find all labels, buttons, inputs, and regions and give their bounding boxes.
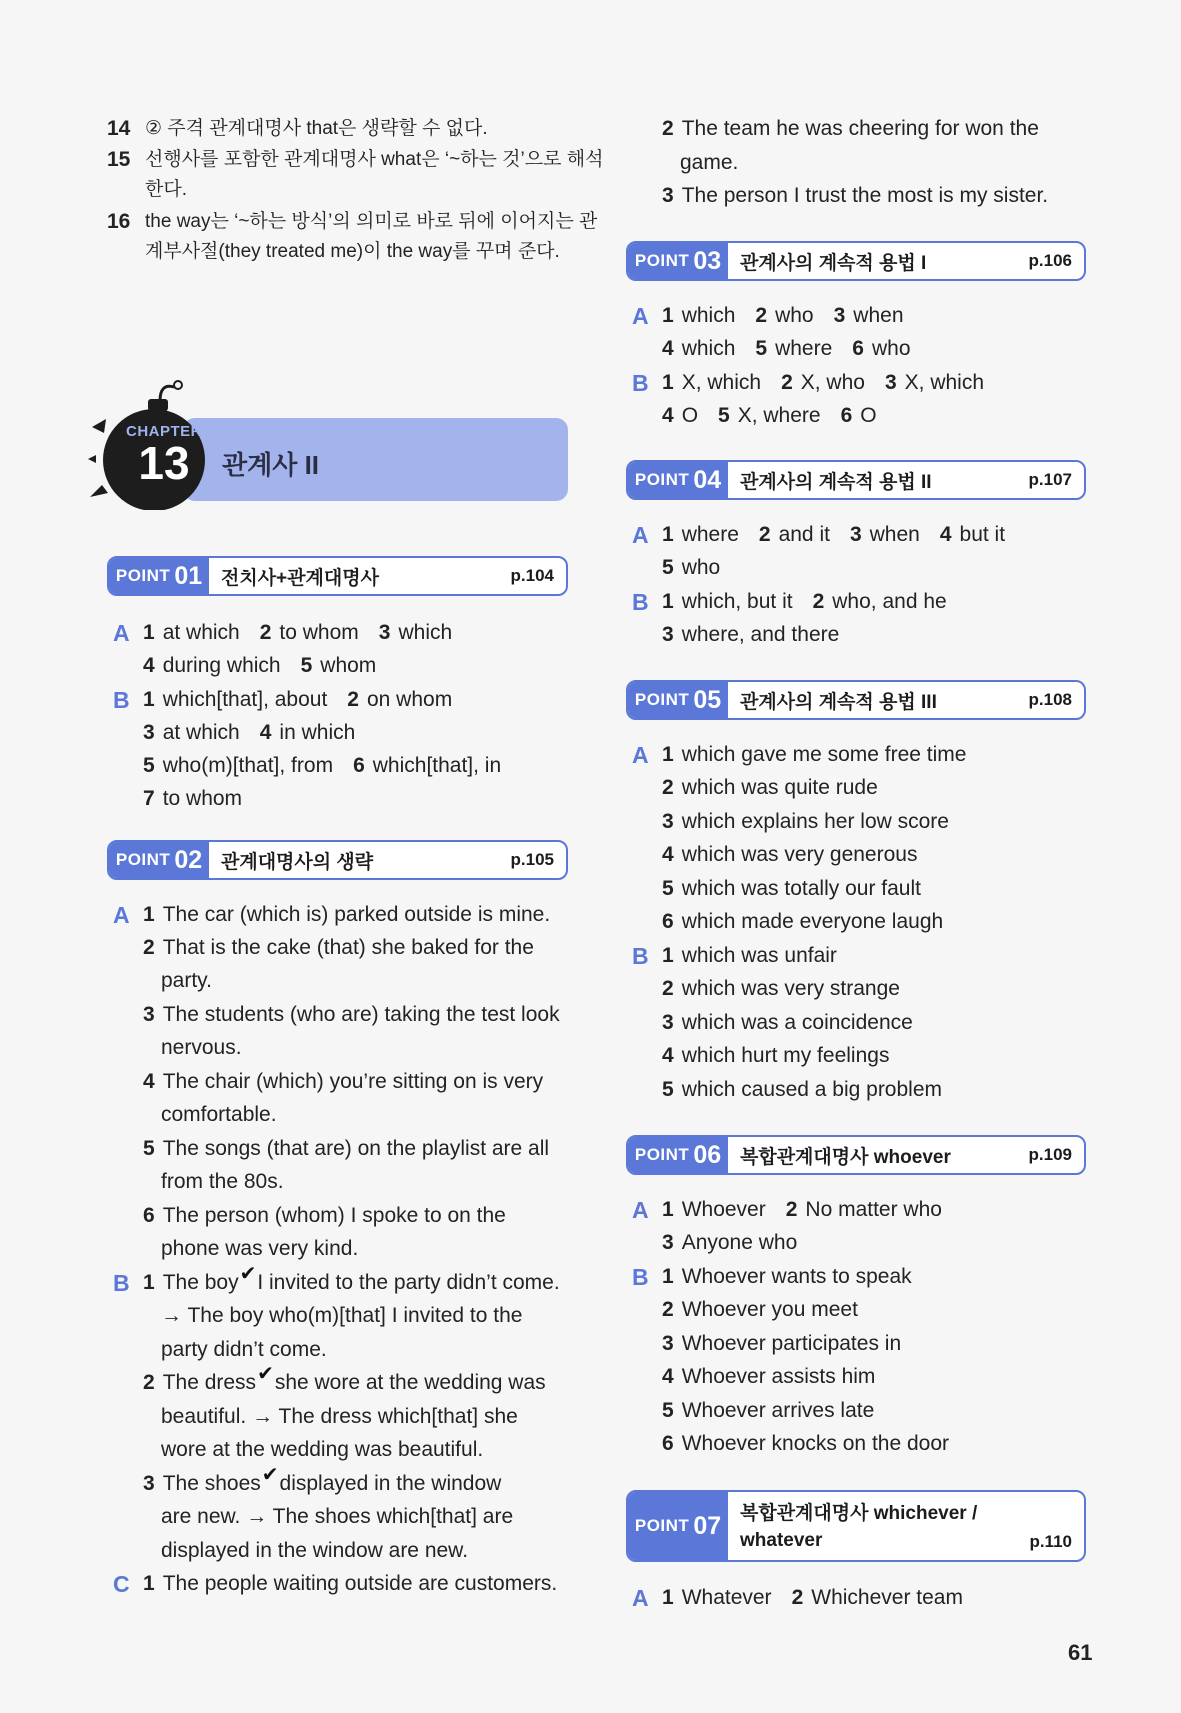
chapter-banner bbox=[88, 375, 568, 510]
note-16-cont: 계부사절(they treated me)이 the way를 꾸며 준다. bbox=[145, 241, 560, 262]
answer-line: 5 The songs (that are) on the playlist are all bbox=[143, 1137, 550, 1160]
answer-line: 2 which was quite rude bbox=[662, 776, 878, 799]
answer-line: 1 The people waiting outside are customers. bbox=[143, 1572, 558, 1595]
answer-line-cont: wore at the wedding was beautiful. bbox=[161, 1438, 484, 1461]
answer-line: 4 which was very generous bbox=[662, 843, 918, 866]
answer-line: 3 The person I trust the most is my sister. bbox=[662, 184, 1049, 207]
point-02-title: 관계대명사의 생략 bbox=[221, 851, 374, 873]
answer-line: 1 which was unfair bbox=[662, 944, 837, 967]
point-05-title: 관계사의 계속적 용법 III bbox=[740, 691, 937, 713]
answer-line: 3 Whoever participates in bbox=[662, 1332, 902, 1355]
check-mark-icon: ✔ bbox=[239, 1263, 257, 1285]
answer-line: 4 which 5 where 6 who bbox=[662, 337, 911, 360]
answer-line-cont: phone was very kind. bbox=[161, 1237, 359, 1260]
answer-line: 1 Whoever wants to speak bbox=[662, 1265, 912, 1288]
answer-line: 3 Anyone who bbox=[662, 1231, 798, 1254]
section-letter: A bbox=[113, 620, 130, 646]
section-letter: A bbox=[632, 1197, 649, 1223]
answer-line: 1 The boy✔I invited to the party didn’t come. bbox=[143, 1263, 560, 1294]
point-07-tag: POINT 07 bbox=[628, 1492, 728, 1560]
answer-line: 6 which made everyone laugh bbox=[662, 910, 944, 933]
answer-line: 2 That is the cake (that) she baked for the bbox=[143, 936, 534, 959]
answer-line: 5 which was totally our fault bbox=[662, 877, 921, 900]
answer-line: 2 The team he was cheering for won the bbox=[662, 117, 1039, 140]
point-01-page: p.104 bbox=[510, 566, 554, 585]
answer-line-cont: nervous. bbox=[161, 1036, 242, 1059]
note-15-cont: 한다. bbox=[145, 179, 187, 200]
point-07-header bbox=[626, 1490, 1086, 1562]
point-01-title: 전치사+관계대명사 bbox=[221, 567, 379, 589]
answer-line: 5 who bbox=[662, 556, 721, 579]
point-01-header bbox=[107, 556, 568, 596]
point-05-tag: POINT 05 bbox=[628, 682, 728, 718]
chapter-label: CHAPTER bbox=[125, 423, 202, 440]
answer-line: 2 The dress✔she wore at the wedding was bbox=[143, 1363, 546, 1394]
answer-line-cont: → The boy who(m)[that] I invited to the bbox=[161, 1304, 523, 1327]
point-07-page: p.110 bbox=[1029, 1532, 1072, 1551]
answer-line: 1 where 2 and it 3 when 4 but it bbox=[662, 523, 1006, 546]
answer-line: 1 Whatever 2 Whichever team bbox=[662, 1586, 963, 1609]
answer-line: 3 where, and there bbox=[662, 623, 840, 646]
point-04-tag: POINT 04 bbox=[628, 462, 728, 498]
point-02-page: p.105 bbox=[510, 850, 554, 869]
point-02-tag: POINT 02 bbox=[109, 842, 209, 878]
note-16: 16 the way는 ‘~하는 방식’의 의미로 바로 뒤에 이어지는 관 bbox=[107, 210, 598, 233]
answer-line-cont: comfortable. bbox=[161, 1103, 277, 1126]
point-06-tag: POINT 06 bbox=[628, 1137, 728, 1173]
answer-line: 1 which gave me some free time bbox=[662, 743, 967, 766]
section-letter: A bbox=[632, 1585, 649, 1611]
chapter-number: 13 bbox=[138, 437, 190, 489]
note-15: 15 선행사를 포함한 관계대명사 what은 ‘~하는 것’으로 해석 bbox=[107, 148, 604, 171]
section-letter: A bbox=[632, 742, 649, 768]
answer-line: 7 to whom bbox=[143, 787, 243, 810]
answer-line: 1 Whoever 2 No matter who bbox=[662, 1198, 942, 1221]
answer-line-cont: displayed in the window are new. bbox=[161, 1539, 469, 1562]
section-letter: A bbox=[632, 303, 649, 329]
answer-line: 4 during which 5 whom bbox=[143, 654, 377, 677]
answer-line-cont: beautiful. → The dress which[that] she bbox=[161, 1405, 518, 1428]
answer-line: 1 which[that], about 2 on whom bbox=[143, 688, 453, 711]
answer-line-cont: from the 80s. bbox=[161, 1170, 284, 1193]
answer-line: 5 which caused a big problem bbox=[662, 1078, 943, 1101]
section-letter: A bbox=[632, 522, 649, 548]
answer-line: 4 The chair (which) you’re sitting on is very bbox=[143, 1070, 544, 1093]
point-02-header bbox=[107, 840, 568, 880]
section-letter: B bbox=[632, 370, 649, 396]
note-14: 14 ② 주격 관계대명사 that은 생략할 수 없다. bbox=[107, 117, 488, 140]
answer-line-cont: party. bbox=[161, 969, 212, 992]
point-05-page: p.108 bbox=[1028, 690, 1072, 709]
answer-line: 3 which explains her low score bbox=[662, 810, 949, 833]
answer-line: 3 at which 4 in which bbox=[143, 721, 356, 744]
point-01-tag: POINT 01 bbox=[109, 558, 209, 594]
answer-line: 4 which hurt my feelings bbox=[662, 1044, 890, 1067]
answer-line: 3 which was a coincidence bbox=[662, 1011, 913, 1034]
answer-line-cont: are new. → The shoes which[that] are bbox=[161, 1505, 514, 1528]
point-06-header bbox=[626, 1135, 1086, 1175]
point-06-title: 복합관계대명사 whoever bbox=[740, 1146, 951, 1168]
answer-line: 1 which, but it 2 who, and he bbox=[662, 590, 947, 613]
answer-line: 3 The shoes✔displayed in the window bbox=[143, 1464, 502, 1495]
answer-line: 1 which 2 who 3 when bbox=[662, 304, 904, 327]
answer-line: 6 Whoever knocks on the door bbox=[662, 1432, 949, 1455]
section-letter: A bbox=[113, 902, 130, 928]
point-03-page: p.106 bbox=[1028, 251, 1072, 270]
answer-line-cont: party didn’t come. bbox=[161, 1338, 327, 1361]
answer-line: 1 The car (which is) parked outside is mine. bbox=[143, 903, 551, 926]
answer-line-cont: game. bbox=[680, 151, 739, 174]
answer-line: 1 X, which 2 X, who 3 X, which bbox=[662, 371, 985, 394]
check-mark-icon: ✔ bbox=[261, 1464, 279, 1486]
point-05-header bbox=[626, 680, 1086, 720]
point-07-title: 복합관계대명사 whichever / whatever bbox=[740, 1503, 978, 1551]
section-letter: B bbox=[632, 1264, 649, 1290]
point-03-title: 관계사의 계속적 용법 I bbox=[740, 252, 927, 274]
answer-line: 4 O 5 X, where 6 O bbox=[662, 404, 877, 427]
answer-line: 5 who(m)[that], from 6 which[that], in bbox=[143, 754, 502, 777]
page-number: 61 bbox=[1068, 1640, 1093, 1665]
answer-line: 6 The person (whom) I spoke to on the bbox=[143, 1204, 506, 1227]
point-04-page: p.107 bbox=[1028, 470, 1072, 489]
answer-line: 2 which was very strange bbox=[662, 977, 900, 1000]
point-03-header bbox=[626, 241, 1086, 281]
answer-line: 5 Whoever arrives late bbox=[662, 1399, 875, 1422]
answer-line: 4 Whoever assists him bbox=[662, 1365, 876, 1388]
point-06-page: p.109 bbox=[1028, 1145, 1072, 1164]
answer-line: 2 Whoever you meet bbox=[662, 1298, 858, 1321]
point-04-title: 관계사의 계속적 용법 II bbox=[740, 471, 932, 493]
check-mark-icon: ✔ bbox=[257, 1363, 274, 1385]
answer-line: 3 The students (who are) taking the test look bbox=[143, 1003, 560, 1026]
point-04-header bbox=[626, 460, 1086, 500]
section-letter: B bbox=[632, 943, 649, 969]
answer-line: 1 at which 2 to whom 3 which bbox=[143, 621, 453, 644]
section-letter: B bbox=[113, 687, 130, 713]
section-letter: B bbox=[632, 589, 649, 615]
section-letter: B bbox=[113, 1270, 130, 1296]
point-03-tag: POINT 03 bbox=[628, 243, 728, 279]
section-letter: C bbox=[113, 1571, 130, 1597]
chapter-title: 관계사 II bbox=[222, 450, 320, 480]
